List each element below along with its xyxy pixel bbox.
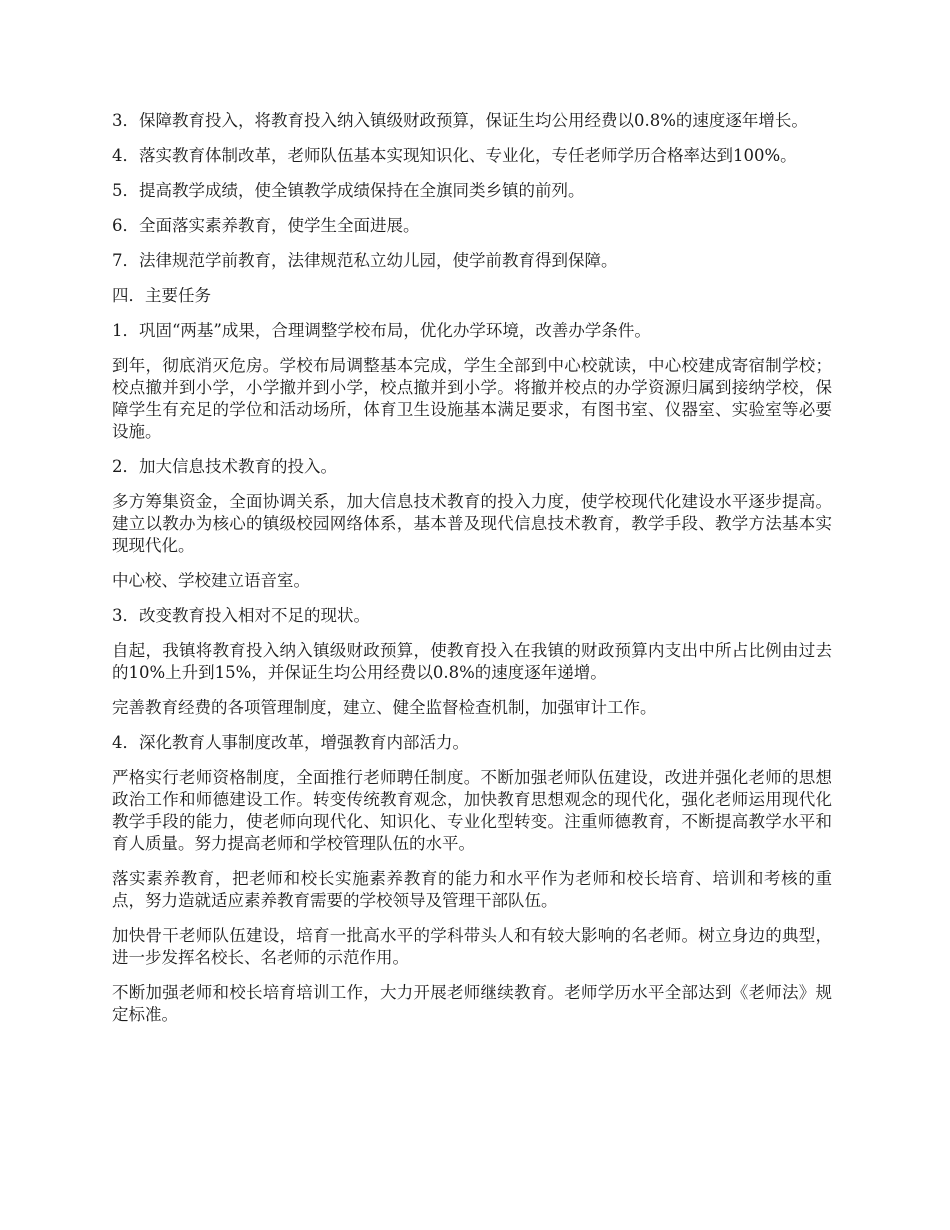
task-1-heading: 1．巩固“两基”成果，合理调整学校布局，优化办学环境，改善办学条件。 bbox=[112, 321, 651, 340]
goal-4-paragraph: 4．落实教育体制改革，老师队伍基本实现知识化、专业化，专任老师学历合格率达到100%。 bbox=[112, 146, 797, 165]
task-2-heading: 2．加大信息技术教育的投入。 bbox=[112, 457, 337, 476]
document-body bbox=[112, 110, 832, 1039]
task-4-body-key-teachers: 加快骨干老师队伍建设，培育一批高水平的学科带头人和有较大影响的名老师。树立身边的典型，进一步发挥名校长、名老师的示范作用。 bbox=[112, 926, 832, 967]
task-3-heading: 3．改变教育投入相对不足的现状。 bbox=[112, 606, 370, 625]
goal-3-paragraph: 3．保障教育投入，将教育投入纳入镇级财政预算，保证生均公用经费以0.8%的速度逐年增长。 bbox=[112, 111, 808, 130]
task-3-body: 自起，我镇将教育投入纳入镇级财政预算，使教育投入在我镇的财政预算内支出中所占比例由过去的10%上升到15%，并保证生均公用经费以0.8%的速度逐年递增。 bbox=[112, 641, 832, 682]
task-4-body-quality-education: 落实素养教育，把老师和校长实施素养教育的能力和水平作为老师和校长培育、培训和考核的重点，努力造就适应素养教育需要的学校领导及管理干部队伍。 bbox=[112, 869, 832, 910]
goal-5-paragraph: 5．提高教学成绩，使全镇教学成绩保持在全旗同类乡镇的前列。 bbox=[112, 181, 585, 200]
task-4-heading: 4．深化教育人事制度改革，增强教育内部活力。 bbox=[112, 733, 469, 752]
section-heading-main-tasks: 四．主要任务 bbox=[112, 286, 211, 305]
task-3-body-extra: 完善教育经费的各项管理制度，建立、健全监督检查机制，加强审计工作。 bbox=[112, 698, 657, 717]
task-4-body: 严格实行老师资格制度，全面推行老师聘任制度。不断加强老师队伍建设，改进并强化老师的思想政治工作和师德建设工作。转变传统教育观念，加快教育思想观念的现代化，强化老师运用现代化教学手段的能力，使老师向现代化、知识化、专业化型转变。注重师德教育，不断提高教学水平和育人质量。努力提高老师和学校管理队伍的水平。 bbox=[112, 768, 832, 853]
task-2-body-extra: 中心校、学校建立语音室。 bbox=[112, 571, 310, 590]
goal-6-paragraph: 6．全面落实素养教育，使学生全面进展。 bbox=[112, 216, 420, 235]
task-1-body: 到年，彻底消灭危房。学校布局调整基本完成，学生全部到中心校就读，中心校建成寄宿制学校；校点撤并到小学，小学撤并到小学，校点撤并到小学。将撤并校点的办学资源归属到接纳学校，保障学生有充足的学位和活动场所，体育卫生设施基本满足要求，有图书室、仪器室、实验室等必要设施。 bbox=[112, 356, 832, 441]
task-4-body-training: 不断加强老师和校长培育培训工作，大力开展老师继续教育。老师学历水平全部达到《老师法》规定标准。 bbox=[112, 983, 832, 1024]
goal-7-paragraph: 7．法律规范学前教育，法律规范私立幼儿园，使学前教育得到保障。 bbox=[112, 251, 618, 270]
task-2-body: 多方筹集资金，全面协调关系，加大信息技术教育的投入力度，使学校现代化建设水平逐步提高。建立以教办为核心的镇级校园网络体系，基本普及现代信息技术教育，教学手段、教学方法基本实现现代化。 bbox=[112, 492, 832, 555]
